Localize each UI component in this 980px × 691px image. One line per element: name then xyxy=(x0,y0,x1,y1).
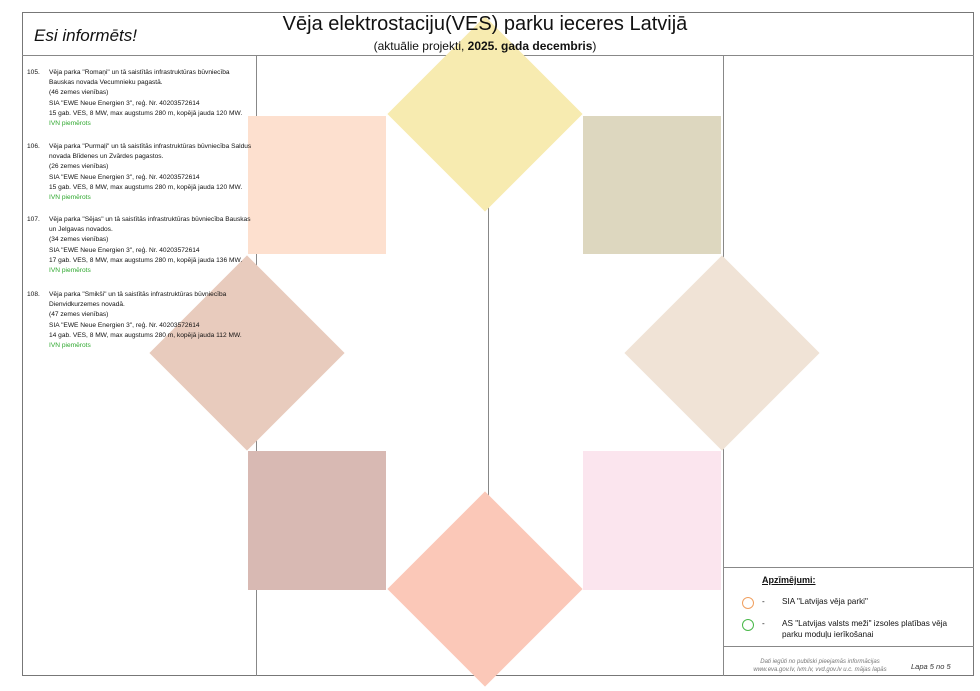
legend-divider-top xyxy=(723,567,974,568)
project-title-line1: Vēja parka "Romaņi" un tā saistītās infrastruktūras būvniecība xyxy=(49,69,230,76)
project-number: 107. xyxy=(27,216,40,223)
orange-circle-icon xyxy=(742,597,754,609)
project-title-line2: novada Blīdenes un Zvārdes pagastos. xyxy=(49,153,164,161)
project-status: IVN piemērots xyxy=(49,194,91,202)
decor-square-top-right xyxy=(583,116,721,254)
project-title-line1: Vēja parka "Purmaļi" un tā saistītās infrastruktūras būvniecība Saldus xyxy=(49,143,252,150)
project-capacity: 15 gab. VES, 8 MW, max augstums 280 m, kopējā jauda 120 MW. xyxy=(49,183,243,191)
data-source-note xyxy=(745,658,895,674)
subtitle-date: 2025. gada decembris xyxy=(467,39,593,53)
project-entry-106 xyxy=(27,142,252,203)
project-entry-108 xyxy=(27,290,252,351)
decor-square-bottom-right xyxy=(583,451,721,590)
project-title-line1: Vēja parka "Sējas" un tā saistītās infrastruktūras būvniecība Bauskas xyxy=(49,216,251,223)
source-line-2: www.eva.gov.lv, lvm.lv, vvd.gov.lv u.c. mājas lapās xyxy=(753,667,887,673)
project-status: IVN piemērots xyxy=(49,120,91,128)
project-land-units: (26 zemes vienības) xyxy=(49,163,109,171)
project-title-line2: Bauskas novada Vecumnieku pagastā. xyxy=(49,79,163,87)
project-capacity: 15 gab. VES, 8 MW, max augstums 280 m, kopējā jauda 120 MW. xyxy=(49,109,243,117)
project-number: 105. xyxy=(27,69,40,76)
project-developer: SIA "EWE Neue Energien 3", reģ. Nr. 40203572614 xyxy=(49,321,200,329)
page-number: Lapa 5 no 5 xyxy=(911,662,951,671)
legend-dash: - xyxy=(762,619,765,628)
subtitle-suffix: ) xyxy=(592,39,597,53)
subtitle-prefix: (aktuālie projekti, xyxy=(373,39,468,53)
legend-label: AS "Latvijas valsts meži" izsoles platības vēja parku moduļu ierīkošanai xyxy=(782,619,948,639)
project-land-units: (34 zemes vienības) xyxy=(49,236,109,244)
project-status: IVN piemērots xyxy=(49,267,91,275)
project-developer: SIA "EWE Neue Energien 3", reģ. Nr. 40203572614 xyxy=(49,246,200,254)
project-status: IVN piemērots xyxy=(49,342,91,350)
legend-divider-bottom xyxy=(723,646,974,647)
header-tag: Esi informēts! xyxy=(34,26,137,45)
project-title-line1: Vēja parka "Smikši" un tā saistītās infrastruktūras būvniecība xyxy=(49,291,227,298)
page-subtitle xyxy=(250,39,720,53)
decor-square-top-left xyxy=(248,116,386,254)
project-title-line2: un Jelgavas novados. xyxy=(49,226,113,234)
project-land-units: (47 zemes vienības) xyxy=(49,311,109,319)
project-land-units: (46 zemes vienības) xyxy=(49,89,109,97)
project-capacity: 14 gab. VES, 8 MW, max augstums 280 m, kopējā jauda 112 MW. xyxy=(49,331,242,339)
project-entry-105 xyxy=(27,68,252,129)
legend-label: SIA "Latvijas vēja parki" xyxy=(782,597,868,606)
project-developer: SIA "EWE Neue Energien 3", reģ. Nr. 40203572614 xyxy=(49,173,200,181)
source-line-1: Dati iegūti no publiski pieejamās informācijas xyxy=(760,659,880,665)
project-number: 108. xyxy=(27,291,40,298)
decor-square-bottom-left xyxy=(248,451,386,590)
legend-dash: - xyxy=(762,597,765,606)
project-entry-107 xyxy=(27,215,252,276)
page-title: Vēja elektrostaciju(VES) parku ieceres Latvijā xyxy=(282,13,688,35)
project-title-line2: Dienvidkurzemes novadā. xyxy=(49,301,125,309)
legend-title: Apzīmējumi: xyxy=(762,575,816,585)
project-number: 106. xyxy=(27,143,40,150)
project-developer: SIA "EWE Neue Energien 3", reģ. Nr. 40203572614 xyxy=(49,99,200,107)
project-capacity: 17 gab. VES, 8 MW, max augstums 280 m, kopējā jauda 136 MW. xyxy=(49,256,243,264)
green-circle-icon xyxy=(742,619,754,631)
